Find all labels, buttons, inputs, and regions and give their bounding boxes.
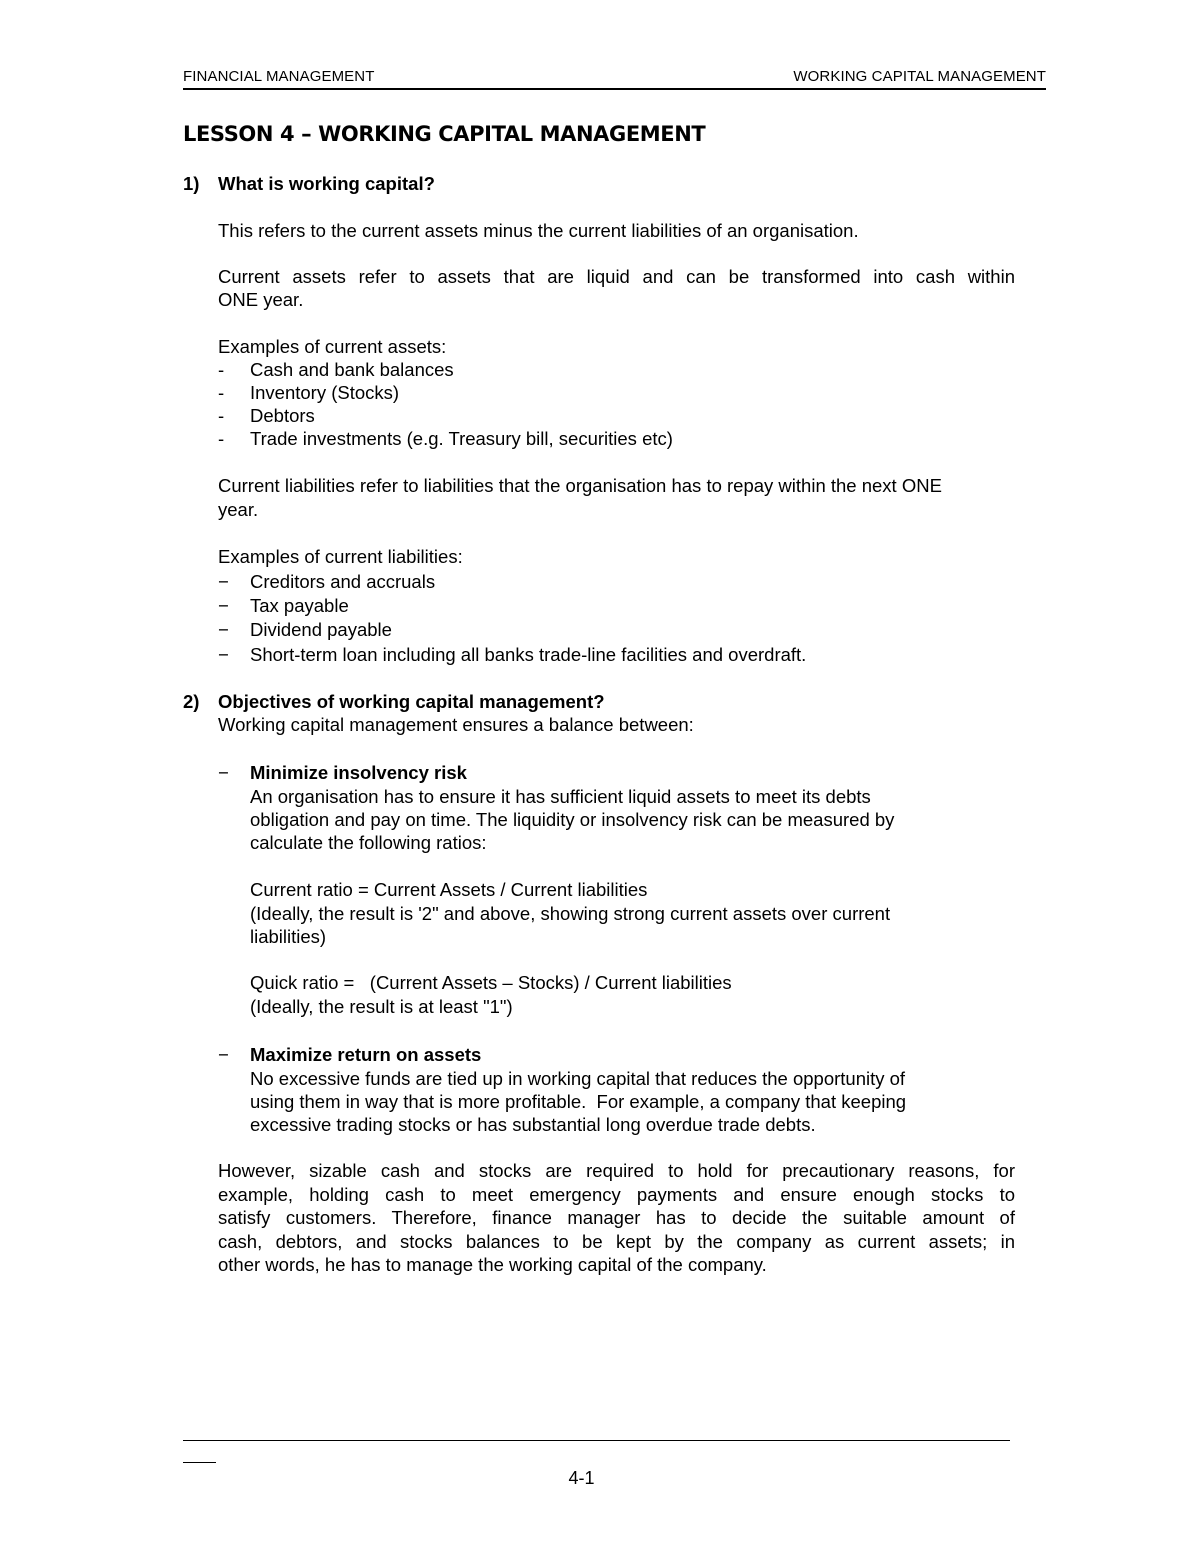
q2-heading: Objectives of working capital management? — [218, 691, 605, 712]
obj2-title: Maximize return on assets — [250, 1044, 482, 1065]
current-ratio-note-1: (Ideally, the result is '2" and above, showing strong current assets over current — [250, 903, 891, 924]
obj2-line: No excessive funds are tied up in working capital that reduces the opportunity of — [250, 1068, 906, 1089]
lesson-title: LESSON 4 – WORKING CAPITAL MANAGEMENT — [183, 122, 706, 146]
q1-p3-line1: Current liabilities refer to liabilities that the organisation has to repay within the next ONE — [218, 475, 942, 496]
current-ratio-note-2: liabilities) — [250, 926, 327, 947]
q1-p2-line1: Current assets refer to assets that are liquid and can be transformed into cash within — [218, 266, 1015, 287]
liability-item: Short-term loan including all banks trade-line facilities and overdraft. — [250, 644, 807, 665]
liability-item: Creditors and accruals — [250, 571, 436, 592]
obj2-line: excessive trading stocks or has substantial long overdue trade debts. — [250, 1114, 816, 1135]
page-number: 4-1 — [568, 1468, 595, 1488]
asset-item: Trade investments (e.g. Treasury bill, securities etc) — [250, 428, 673, 449]
asset-item: Inventory (Stocks) — [250, 382, 400, 403]
q1-p2-line2: ONE year. — [218, 289, 304, 310]
q1-p3-line2: year. — [218, 499, 259, 520]
liability-item: Tax payable — [250, 595, 349, 616]
closing-line: However, sizable cash and stocks are required to hold for precautionary reasons, for — [218, 1160, 1015, 1181]
quick-ratio: Quick ratio = (Current Assets – Stocks) / Current liabilities — [250, 972, 732, 993]
footer-rule-short — [183, 1462, 216, 1463]
closing-line: other words, he has to manage the working capital of the company. — [218, 1254, 767, 1275]
footer-rule — [183, 1440, 1010, 1441]
asset-item: Debtors — [250, 405, 315, 426]
page-header — [183, 66, 1046, 90]
asset-item: Cash and bank balances — [250, 359, 454, 380]
obj1-line: obligation and pay on time. The liquidity or insolvency risk can be measured by — [250, 809, 895, 830]
q1-number: 1) — [183, 173, 200, 194]
obj1-line: An organisation has to ensure it has sufficient liquid assets to meet its debts — [250, 786, 871, 807]
assets-intro: Examples of current assets: — [218, 336, 447, 357]
header-left: FINANCIAL MANAGEMENT — [183, 68, 375, 85]
obj1-line: calculate the following ratios: — [250, 832, 487, 853]
header-right: WORKING CAPITAL MANAGEMENT — [793, 68, 1046, 85]
closing-line: satisfy customers. Therefore, finance manager has to decide the suitable amount of — [218, 1207, 1015, 1228]
quick-ratio-note: (Ideally, the result is at least "1") — [250, 996, 513, 1017]
closing-line: example, holding cash to meet emergency payments and ensure enough stocks to — [218, 1184, 1015, 1205]
closing-line: cash, debtors, and stocks balances to be kept by the company as current assets; in — [218, 1231, 1015, 1252]
liabilities-intro: Examples of current liabilities: — [218, 546, 463, 567]
current-ratio: Current ratio = Current Assets / Current liabilities — [250, 879, 648, 900]
q1-p1: This refers to the current assets minus the current liabilities of an organisation. — [218, 220, 859, 241]
obj2-line: using them in way that is more profitable. For example, a company that keeping — [250, 1091, 907, 1112]
q2-number: 2) — [183, 691, 200, 712]
q2-intro: Working capital management ensures a balance between: — [218, 714, 694, 735]
q1-heading: What is working capital? — [218, 173, 435, 194]
obj1-title: Minimize insolvency risk — [250, 762, 467, 783]
liability-item: Dividend payable — [250, 619, 392, 640]
